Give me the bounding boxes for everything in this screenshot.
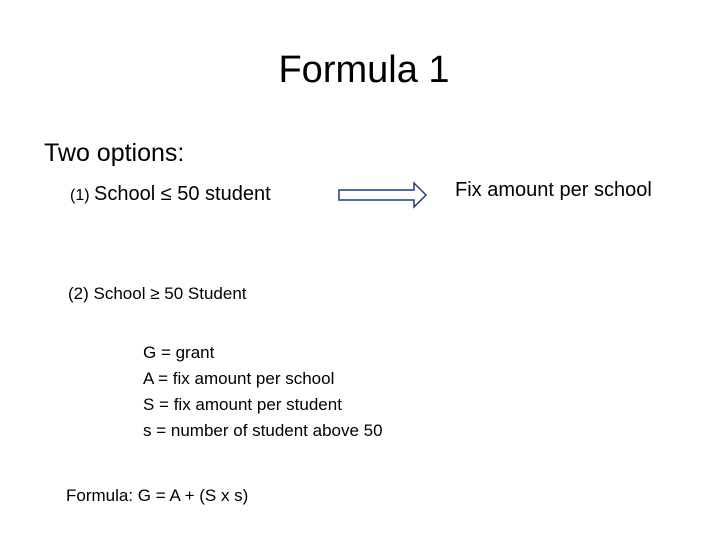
option-2-condition: (2) School ≥ 50 Student <box>68 284 247 303</box>
slide-title: Formula 1 <box>278 49 450 91</box>
option-1-number: (1) <box>70 187 90 204</box>
formula-line: Formula: G = A + (S x s) <box>66 486 249 505</box>
option-1-result: Fix amount per school <box>455 179 652 201</box>
definition-item: s = number of student above 50 <box>143 421 383 440</box>
options-heading: Two options: <box>44 139 185 167</box>
right-arrow-icon <box>338 180 428 210</box>
definition-item: S = fix amount per student <box>143 395 342 414</box>
definition-item: A = fix amount per school <box>143 369 335 388</box>
variable-definitions <box>143 340 383 444</box>
option-1-condition: School ≤ 50 student <box>94 183 271 205</box>
definition-item: G = grant <box>143 343 215 362</box>
option-1-row <box>70 179 271 211</box>
